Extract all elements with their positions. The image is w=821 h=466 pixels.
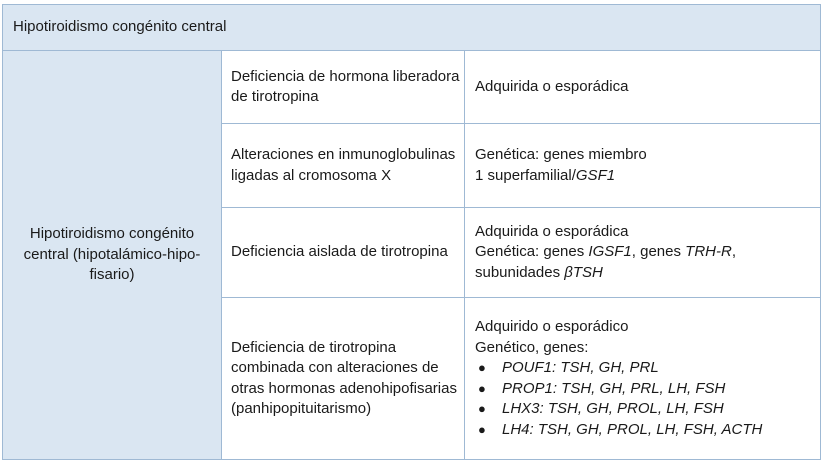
bullet-icon: ●: [478, 380, 486, 396]
gene-name: GSF1: [575, 166, 616, 184]
category-label: Hipotiroidismo congénito central (hipotalámico-hipo- fisario): [23, 225, 201, 284]
origin-text-part: subunidades: [475, 263, 565, 281]
condition-cell: Alteraciones en inmunoglobulinas ligadas al cromosoma X: [222, 124, 465, 208]
origin-text-part: Genética: genes: [475, 243, 589, 261]
origin-cell: [465, 298, 821, 460]
bullet-icon: ●: [478, 360, 486, 375]
bullet-icon: ●: [478, 401, 486, 416]
origin-cell: [465, 124, 821, 208]
gene-name: TRH-R: [685, 243, 732, 261]
gene-item-text: LH4: TSH, GH, PROL, LH, FSH, ACTH: [502, 420, 763, 438]
origin-text: [475, 263, 816, 284]
origin-text: Adquirida o esporádica: [475, 222, 629, 240]
origin-text-part: , genes: [631, 243, 686, 261]
table-row: [3, 51, 821, 124]
gene-list: [475, 358, 816, 440]
origin-text: Adquirido o esporádico: [475, 318, 629, 335]
origin-text: Genética: genes miembro: [475, 146, 647, 163]
gene-item-text: LHX3: TSH, GH, PROL, LH, FSH: [502, 400, 724, 417]
list-item: [475, 420, 816, 441]
condition-cell: Deficiencia aislada de tirotropina: [222, 208, 465, 298]
gene-name: βTSH: [564, 263, 603, 281]
origin-cell: [465, 51, 821, 124]
gene-name: IGSF1: [588, 243, 632, 261]
origin-text-part: ,: [731, 243, 736, 261]
bullet-icon: ●: [478, 421, 486, 437]
table-title: Hipotiroidismo congénito central: [3, 5, 821, 51]
condition-cell: Deficiencia de tirotropina combinada con alteraciones de otras hormonas adenohipofisarias (panhipopituitarismo): [222, 298, 465, 460]
hypothyroidism-table: [2, 4, 821, 460]
origin-text: Genético, genes:: [475, 338, 589, 356]
origin-cell: [465, 208, 821, 298]
origin-text-part: 1 superfamilial/: [475, 166, 576, 184]
gene-item-text: PROP1: TSH, GH, PRL, LH, FSH: [502, 379, 726, 397]
category-cell: [3, 51, 222, 460]
origin-text: [475, 166, 816, 187]
list-item: [475, 399, 816, 420]
gene-item-text: POUF1: TSH, GH, PRL: [502, 359, 659, 376]
list-item: [475, 379, 816, 400]
condition-cell: Deficiencia de hormona liberadora de tirotropina: [222, 51, 465, 124]
list-item: [475, 358, 816, 379]
origin-text: [475, 242, 816, 263]
origin-text: Adquirida o esporádica: [475, 77, 629, 95]
